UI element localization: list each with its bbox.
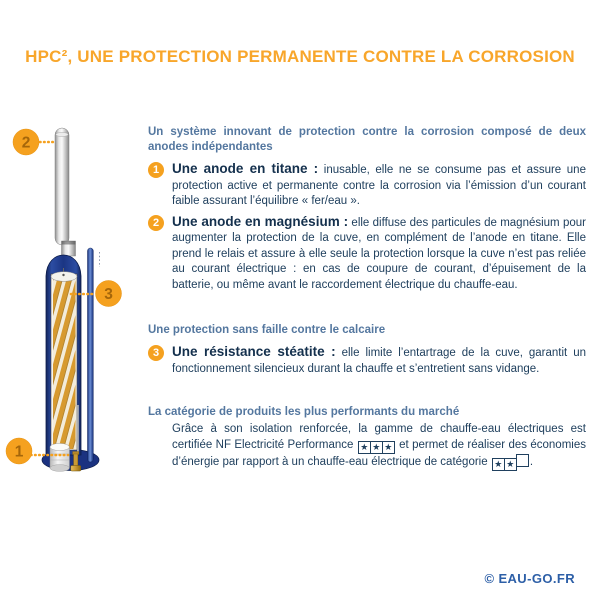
steatite-resistance-coil [51,268,77,450]
callout-2-number: 2 [21,134,31,152]
item-3-body: elle limite l’entartrage de la cuve, garantit un fonctionnement silencieux durant la chauffe et s’entretient sans vidange. [172,347,586,375]
callout-2 [13,129,55,155]
item-1-title: Une anode en titane : [172,161,319,176]
item-1-body: inusable, elle ne se consume pas et assure une protection active et permanente contre la corrosion via l’émission d’un courant faible assurant l’équilibre « fer/eau ». [172,164,586,207]
section-heading-dual-anodes: Un système innovant de protection contre la corrosion composé de deux anodes indépendantes [148,126,586,153]
item-1-number-badge: 1 [148,162,164,178]
certification-paragraph [172,422,586,471]
page-title: HPC², UNE PROTECTION PERMANENTE CONTRE LA CORROSION [25,47,575,66]
star-box-filled: ★ [382,441,395,454]
certification-text-2: et permet de réaliser des économies d’énergie par rapport à un chauffe-eau électrique de catégorie [172,438,586,468]
list-item-titanium-anode [148,161,586,210]
item-3-title: Une résistance stéatite : [172,344,336,359]
star-box-empty [516,454,529,467]
section-heading-performance: La catégorie de produits les plus performants du marché [148,406,460,418]
bottom-cartridge [50,443,70,471]
footer-site-link[interactable]: © EAU-GO.FR [484,571,575,586]
item-3-number-badge: 3 [148,345,164,361]
water-heater-anode-diagram [0,110,150,480]
magnesium-anode-tube [55,128,69,245]
star-box-filled: ★ [358,441,371,454]
star-box-filled: ★ [504,458,517,471]
certification-text-1: Grâce à son isolation renforcée, la gamme de chauffe-eau électriques est certifiée NF Electricité Performance [172,423,586,451]
nf-three-star-rating [358,438,395,454]
content-column [148,125,586,471]
section-heading-limescale: Une protection sans faille contre le calcaire [148,324,386,336]
titanium-anode-rod [88,248,94,462]
item-2-title: Une anode en magnésium : [172,213,349,229]
star-box-filled: ★ [370,441,383,454]
list-item-steatite-resistance [148,344,586,377]
list-item-magnesium-anode [148,214,586,294]
item-2-number-badge: 2 [148,215,164,231]
certification-text-3: . [529,455,534,468]
callout-1-number: 1 [14,443,24,461]
thermostat-probe [77,405,79,454]
item-2-body: elle diffuse des particules de magnésium pour augmenter la protection de la cuve, en complément de l’anode en titane. Elle prend le relais et assure à elle seule la protection lorsque la cuve n’est pas reliée au courant électrique : en cas de coupure de courant, d’épuisement de la batterie, ou même avant le raccordement électrique du chauffe-eau. [172,216,586,291]
callout-3-number: 3 [104,286,113,303]
anode-coupling [62,241,76,256]
two-star-rating [492,454,529,471]
star-box-filled: ★ [492,458,505,471]
